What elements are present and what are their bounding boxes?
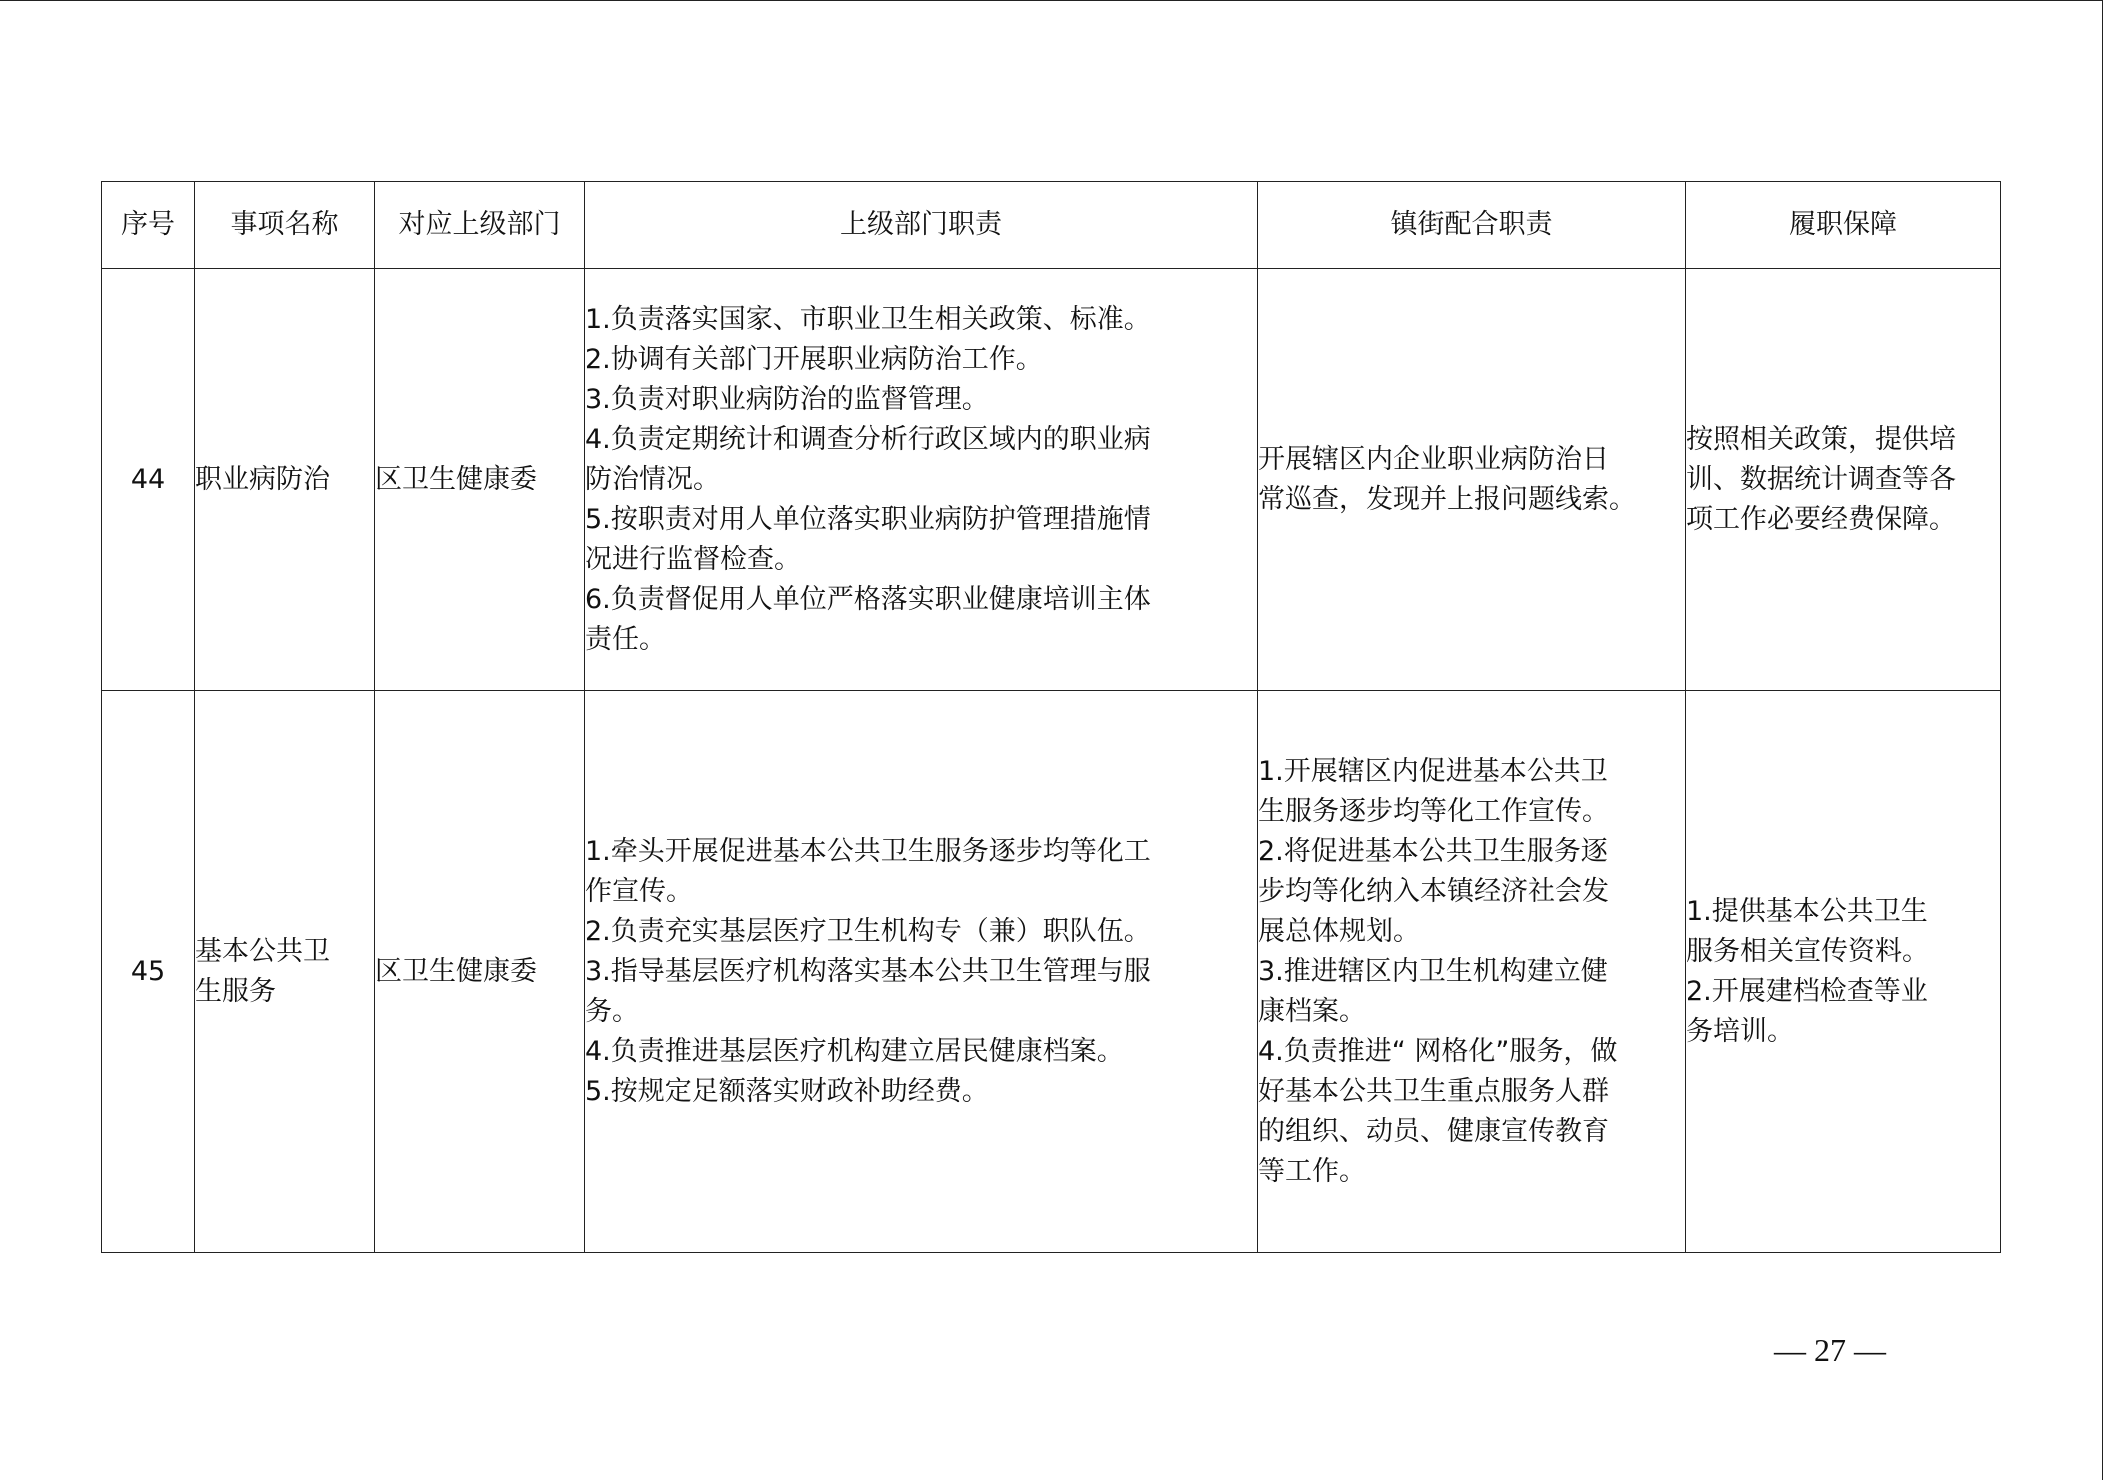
duty-line: 况进行监督检查。 [585, 543, 801, 575]
guarantee-line: 务培训。 [1686, 1015, 1794, 1047]
duty-line: 6.负责督促用人单位严格落实职业健康培训主体 [585, 583, 1151, 615]
department-cell: 区卫生健康委 [375, 691, 585, 1253]
town-duty-line: 步均等化纳入本镇经济社会发 [1258, 875, 1609, 907]
duty-line: 作宣传。 [585, 875, 693, 907]
header-guarantee: 履职保障 [1686, 182, 2001, 269]
duty-line: 1.牵头开展促进基本公共卫生服务逐步均等化工 [585, 835, 1151, 867]
duty-line: 责任。 [585, 623, 666, 655]
guarantee-line: 项工作必要经费保障。 [1686, 503, 1956, 535]
department-cell: 区卫生健康委 [375, 269, 585, 691]
duty-line: 5.按规定足额落实财政补助经费。 [585, 1075, 989, 1107]
town-duty-line: 4.负责推进“ 网格化”服务，做 [1258, 1035, 1618, 1067]
item-name-line: 职业病防治 [195, 463, 330, 495]
table-row [102, 269, 2001, 691]
guarantee-line: 训、数据统计调查等各 [1686, 463, 1956, 495]
item-name-cell [195, 269, 375, 691]
town-duty-line: 等工作。 [1258, 1155, 1366, 1187]
guarantee-cell [1686, 691, 2001, 1253]
town-duty-line: 好基本公共卫生重点服务人群 [1258, 1075, 1609, 1107]
guarantee-line: 2.开展建档检查等业 [1686, 975, 1928, 1007]
duty-line: 3.负责对职业病防治的监督管理。 [585, 383, 989, 415]
town-duties-cell [1258, 691, 1686, 1253]
table-header-row [102, 182, 2001, 269]
town-duty-line: 2.将促进基本公共卫生服务逐 [1258, 835, 1608, 867]
duty-line: 4.负责推进基层医疗机构建立居民健康档案。 [585, 1035, 1124, 1067]
header-serial-number: 序号 [102, 182, 195, 269]
town-duty-line: 3.推进辖区内卫生机构建立健 [1258, 955, 1608, 987]
duty-line: 2.负责充实基层医疗卫生机构专（兼）职队伍。 [585, 915, 1151, 947]
town-duty-line: 开展辖区内企业职业病防治日 [1258, 443, 1609, 475]
header-superior-department: 对应上级部门 [375, 182, 585, 269]
town-duty-line: 生服务逐步均等化工作宣传。 [1258, 795, 1609, 827]
table-row [102, 691, 2001, 1253]
town-duty-line: 的组织、动员、健康宣传教育 [1258, 1115, 1609, 1147]
town-duty-line: 1.开展辖区内促进基本公共卫 [1258, 755, 1608, 787]
guarantee-line: 1.提供基本公共卫生 [1686, 895, 1928, 927]
serial-number-cell: 44 [102, 269, 195, 691]
header-town-duties: 镇街配合职责 [1258, 182, 1686, 269]
guarantee-line: 服务相关宣传资料。 [1686, 935, 1929, 967]
duty-line: 5.按职责对用人单位落实职业病防护管理措施情 [585, 503, 1151, 535]
superior-duties-cell [585, 269, 1258, 691]
town-duties-cell [1258, 269, 1686, 691]
town-duty-line: 康档案。 [1258, 995, 1366, 1027]
duties-table [101, 181, 2001, 1253]
item-name-line: 基本公共卫 [195, 935, 330, 967]
duty-line: 务。 [585, 995, 639, 1027]
duty-line: 2.协调有关部门开展职业病防治工作。 [585, 343, 1043, 375]
duty-line: 防治情况。 [585, 463, 720, 495]
town-duty-line: 常巡查，发现并上报问题线索。 [1258, 483, 1636, 515]
header-item-name: 事项名称 [195, 182, 375, 269]
duty-line: 3.指导基层医疗机构落实基本公共卫生管理与服 [585, 955, 1151, 987]
town-duty-line: 展总体规划。 [1258, 915, 1420, 947]
serial-number-cell: 45 [102, 691, 195, 1253]
superior-duties-cell [585, 691, 1258, 1253]
duty-line: 1.负责落实国家、市职业卫生相关政策、标准。 [585, 303, 1151, 335]
guarantee-line: 按照相关政策，提供培 [1686, 423, 1956, 455]
duty-line: 4.负责定期统计和调查分析行政区域内的职业病 [585, 423, 1151, 455]
item-name-cell [195, 691, 375, 1253]
guarantee-cell [1686, 269, 2001, 691]
header-superior-duties: 上级部门职责 [585, 182, 1258, 269]
page-number: — 27 — [1774, 1332, 1886, 1368]
item-name-line: 生服务 [195, 975, 276, 1007]
